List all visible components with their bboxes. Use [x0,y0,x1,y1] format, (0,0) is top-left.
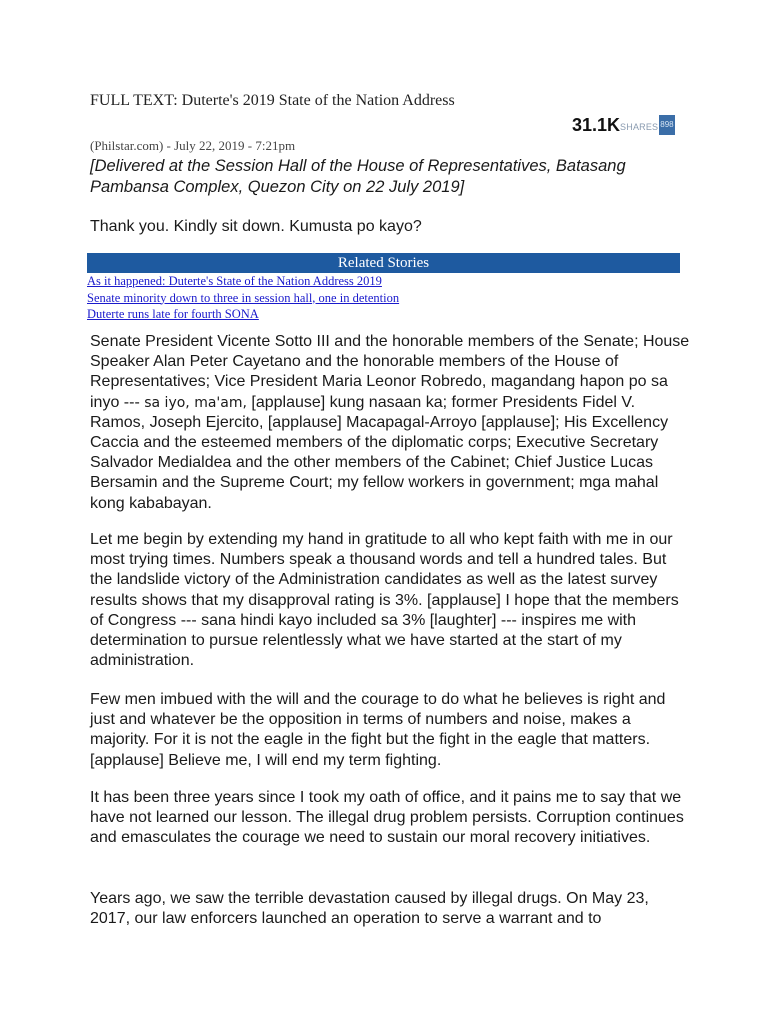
paragraph-text: Senate President Vicente Sotto III and the honorable members of the Senate; House Speaker Alan Peter Cayetano and the honorable members of the House of Representatives; Vice President Maria Leonor Robredo, magandang hapon po sa inyo --- [90,333,690,411]
related-story-link[interactable]: Duterte runs late for fourth SONA [87,307,259,321]
share-count-box: 898 [659,115,674,135]
list-item [87,306,680,323]
share-count: 31.1K [572,115,621,135]
list-item [87,273,680,290]
related-story-link[interactable]: As it happened: Duterte's State of the Nation Address 2019 [87,274,382,288]
related-story-link[interactable]: Senate minority down to three in session hall, one in detention [87,290,400,305]
delivery-note: [Delivered at the Session Hall of the House of Representatives, Batasang Pambansa Complex, Quezon City on 22 July 2019] [90,157,626,196]
body-paragraph-2: Let me begin by extending my hand in gratitude to all who kept faith with me in our most trying times. Numbers speak a thousand words and tell a hundred tales. But the landslide victory of the Administration candidates as well as the latest survey results shows that my disapproval rating is 3%. [applause] I hope that the members of Congress --- sana hindi kayo included sa 3% [laughter] --- inspires me with determination to pursue relentlessly what we have started at the start of my administration. [90,531,679,670]
body-paragraph-5: Years ago, we saw the terrible devastation caused by illegal drugs. On May 23, 2017, our law enforcers launched an operation to serve a warrant and to [90,890,649,928]
body-paragraph-1 [90,332,690,514]
related-stories-list [87,273,680,323]
related-stories-header: Related Stories [87,253,680,273]
related-stories-box [87,253,680,323]
share-label: SHARES [620,122,659,132]
body-paragraph-3: Few men imbued with the will and the courage to do what he believes is right and just and whatever be the opposition in terms of numbers and noise, makes a majority. For it is not the eagle in the fight but the fight in the eagle that matters. [applause] Believe me, I will end my term fighting. [90,691,666,769]
article-title: FULL TEXT: Duterte's 2019 State of the Nation Address [90,92,455,109]
paragraph-text-inline: sa iyo, ma'am, [144,394,247,411]
body-paragraph-4: It has been three years since I took my oath of office, and it pains me to say that we have not learned our lesson. The illegal drug problem persists. Corruption continues and emasculates the courage we need to sustain our moral recovery initiatives. [90,789,684,847]
article-byline: (Philstar.com) - July 22, 2019 - 7:21pm [90,138,296,153]
greeting-paragraph: Thank you. Kindly sit down. Kumusta po kayo? [90,218,422,235]
list-item [87,290,680,307]
paragraph-text: [applause] kung nasaan ka; former Presidents Fidel V. Ramos, Joseph Ejercito, [applause] Macapagal-Arroyo [applause]; His Excellency Caccia and the esteemed members of the diplomatic corps; Executive Secretary Salvador Medialdea and the other members of the Cabinet; Chief Justice Lucas Bersamin and the Supreme Court; my fellow workers in government; mga mahal kong kababayan. [90,393,669,512]
share-counter[interactable] [572,113,675,135]
